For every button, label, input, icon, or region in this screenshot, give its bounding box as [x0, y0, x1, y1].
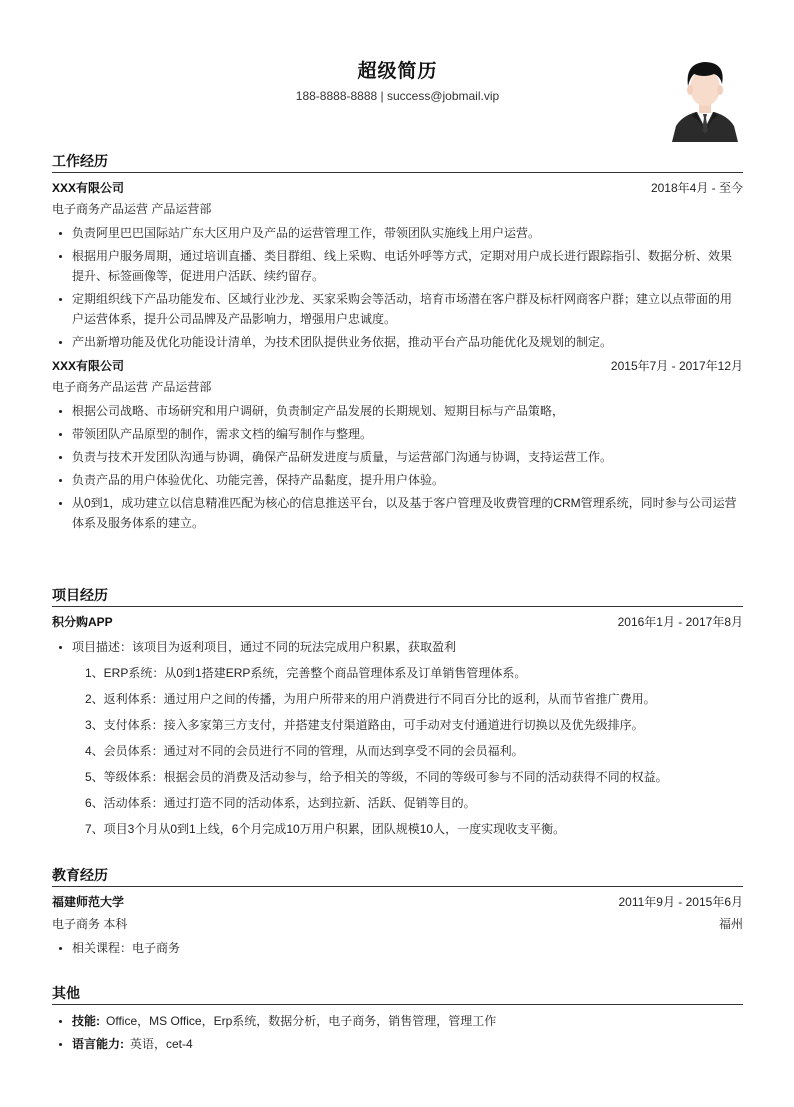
- skills-value: Office，MS Office，Erp系统，数据分析，电子商务，销售管理，管理工作: [106, 1014, 497, 1028]
- education-section: [52, 864, 743, 961]
- project-item-list: [52, 660, 743, 842]
- job-date: 2015年7月 - 2017年12月: [610, 359, 743, 373]
- job-bullet: • 根据公司战略、市场研究和用户调研，负责制定产品发展的长期规划、短期目标与产品策略，: [72, 401, 743, 421]
- job-entry: [52, 355, 743, 533]
- language-value: 英语，cet-4: [130, 1037, 193, 1051]
- person-avatar-icon: [668, 54, 742, 142]
- work-section: [52, 150, 743, 536]
- project-description: • 项目描述：该项目为返利项目，通过不同的玩法完成用户积累，获取盈利: [72, 637, 743, 657]
- skills-label: 技能:: [72, 1014, 100, 1028]
- project-date: 2016年1月 - 2017年8月: [617, 615, 743, 629]
- other-section-title: 其他: [52, 982, 743, 1005]
- job-bullet: • 负责与技术开发团队沟通与协调，确保产品研发进度与质量，与运营部门沟通与协调，支持运营工作。: [72, 447, 743, 467]
- job-bullet: • 根据用户服务周期，通过培训直播、类目群组、线上采购、电话外呼等方式，定期对用户成长进行跟踪指引、数据分析、效果提升、标签画像等，促进用户活跃、续约留存。: [72, 246, 743, 286]
- job-position: 电子商务产品运营 产品运营部: [52, 202, 212, 216]
- education-section-title: 教育经历: [52, 864, 743, 887]
- job-company: XXX有限公司: [52, 181, 125, 195]
- school-name: 福建师范大学: [52, 895, 125, 909]
- job-position: 电子商务产品运营 产品运营部: [52, 380, 212, 394]
- resume-name: 超级简历: [357, 61, 438, 82]
- project-item: 2、返利体系：通过用户之间的传播，为用户所带来的用户消费进行不同百分比的返利，从而节省推广费用。: [85, 692, 656, 706]
- education-city: 福州: [718, 917, 743, 931]
- contact-info: 188-8888-8888 | success@jobmail.vip: [295, 89, 500, 103]
- project-item: 7、项目3个月从0到1上线，6个月完成10万用户积累，团队规模10人，一度实现收支平衡。: [85, 822, 566, 836]
- project-item: 1、ERP系统：从0到1搭建ERP系统，完善整个商品管理体系及订单销售管理体系。: [85, 666, 527, 680]
- job-entry: [52, 177, 743, 352]
- job-bullet: • 带领团队产品原型的制作，需求文档的编写制作与整理。: [72, 424, 743, 444]
- project-item: 5、等级体系：根据会员的消费及活动参与，给予相关的等级，不同的等级可参与不同的活动获得不同的权益。: [85, 770, 668, 784]
- other-section: [52, 982, 743, 1057]
- job-bullet: • 定期组织线下产品功能发布、区域行业沙龙、买家采购会等活动，培育市场潜在客户群及标杆网商客户群；建立以点带面的用户运营体系，提升公司品牌及产品影响力，增强用户忠诚度。: [72, 289, 743, 329]
- project-item: 3、支付体系：接入多家第三方支付，并搭建支付渠道路由，可手动对支付通道进行切换以及优先级排序。: [85, 718, 644, 732]
- work-section-title: 工作经历: [52, 150, 743, 173]
- job-bullet: • 负责阿里巴巴国际站广东大区用户及产品的运营管理工作，带领团队实施线上用户运营。: [72, 223, 743, 243]
- education-major: 电子商务 本科: [52, 917, 128, 931]
- job-bullet: • 产出新增功能及优化功能设计清单，为技术团队提供业务依据，推动平台产品功能优化及规划的制定。: [72, 332, 743, 352]
- project-item: 4、会员体系：通过对不同的会员进行不同的管理，从而达到享受不同的会员福利。: [85, 744, 524, 758]
- education-course: • 相关课程：电子商务: [72, 938, 743, 958]
- project-section: [52, 584, 743, 842]
- job-company: XXX有限公司: [52, 359, 125, 373]
- project-name: 积分购APP: [52, 615, 113, 629]
- job-bullet: • 负责产品的用户体验优化、功能完善，保持产品黏度，提升用户体验。: [72, 470, 743, 490]
- skills-item: [72, 1011, 743, 1031]
- job-bullet: • 从0到1，成功建立以信息精准匹配为核心的信息推送平台，以及基于客户管理及收费管理的CRM管理系统，同时参与公司运营体系及服务体系的建立。: [72, 493, 743, 533]
- language-label: 语言能力:: [72, 1037, 124, 1051]
- language-item: [72, 1034, 743, 1054]
- project-section-title: 项目经历: [52, 584, 743, 607]
- project-item: 6、活动体系：通过打造不同的活动体系，达到拉新、活跃、促销等目的。: [85, 796, 476, 810]
- job-date: 2018年4月 - 至今: [650, 181, 743, 195]
- education-date: 2011年9月 - 2015年6月: [618, 895, 743, 909]
